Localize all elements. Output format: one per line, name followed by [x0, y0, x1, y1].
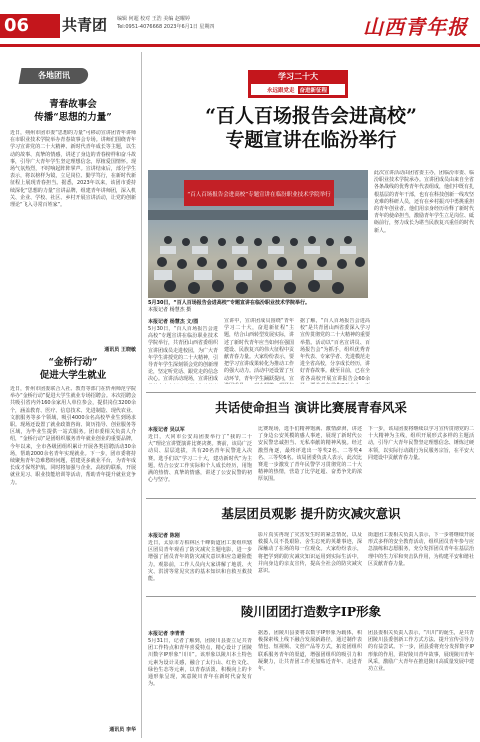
banner-line1: 学习二十大: [278, 72, 318, 81]
sidebar-divider: [141, 52, 142, 738]
lead-author: 本报记者 杨慧杰 文/图: [148, 319, 199, 325]
article2-author: 本报记者 吴以军: [148, 427, 185, 433]
article2-col3: 下一步，该局团委将继续以学习宣传贯彻党的二十大精神为主线，组织开展形式多样的主题活动，引导广大青年民警坚定理想信念、锤炼过硬本领，以实际行动践行为民服务宗旨，在平安大同建设中贡献青春力量。: [368, 426, 474, 461]
article2-title: 共话使命担当 演讲比赛展青春风采: [215, 400, 407, 415]
headline-line2: 专题宣讲在临汾举行: [225, 129, 397, 151]
banner-line3: 奋进新征程: [299, 87, 328, 94]
page-number: 06: [0, 14, 60, 38]
sidebar-article2-title-line1: “金桥行动”: [48, 357, 98, 368]
sidebar-tag-label: 各地团讯: [38, 71, 70, 80]
article2-col1: 近日，大同市公安局团委举行了“我的二十大”理论宣讲暨演讲比赛决赛。赛前，该局广泛动员、层层选拔，共有20名青年民警进入决赛。选手们以“学习二十大，建功新时代”为主题，结合公安工作实际和个人成长经历，用饱满的热情、真挚的情感，讲述了公安民警的初心与坚守。: [148, 434, 252, 484]
sidebar-article1-author: 通讯员 王晓敏: [104, 347, 136, 353]
banner-line2: 永远跟党走: [266, 87, 295, 94]
lead-col2: 宣讲中，宣讲团成员围绕“青年学习二十大，奋进新征程”主题，结合山西转型发展实际，讲述了新时代青年应当如何在强国建设、民族复兴的伟大征程中贡献青春力量。大家纷纷表示，要把学习宣讲成果转化为推动工作的强大动力。活动中还设置了互动环节，青年学生踊跃提问，宣: [224, 318, 294, 382]
article3-col1: 近日，太原市万柏林区千峰街道团工委组织辖区团员青年观看了防灾减灾主题电影，进一步增强了团员青年的防灾减灾意识和应急避险能力。观影前，工作人员向大家讲解了地震、火灾、洪涝等常见灾害的基本知识和自救互救技能。: [148, 540, 252, 583]
header-editors: 编辑 何超 校对 王浩 美编 赵曜婷: [117, 16, 190, 22]
sidebar-article2-title-line2: 促进大学生就业: [39, 370, 107, 381]
banner-lower: [251, 84, 345, 95]
photo-scene: [148, 170, 368, 298]
event-photo: [148, 170, 368, 298]
article4-col2: 据悉，团陵川县委将以数字IP形象为载体，积极探索线上线下融合发展新路径，通过制作表情包、短视频、文创产品等方式，拓宽团组织联系服务青年的渠道，增强团组织的吸引力和凝聚力，让共青团工作更加贴近青年、走进青年。: [258, 630, 362, 673]
photo-slogan: “百人百场报告会进高校”专题宣讲在临汾职业技术学院举行: [187, 192, 331, 198]
sidebar-article1-title-line2: 传播“思想的力量”: [34, 112, 112, 123]
headline-line1: “百人百场报告会进高校”: [205, 105, 417, 127]
sidebar-article2-title: [10, 356, 136, 382]
photo-caption-text: 5月30日，“百人百场报告会进高校”专题宣讲在临汾职业技术学院举行。: [148, 300, 311, 306]
newspaper-logo: 山西青年报: [363, 15, 468, 39]
sidebar: [10, 50, 136, 740]
sidebar-article2-body: 近日，忻州市团委联合人社、教育等部门在忻州师范学院举办“金桥行动”促进大学生就业专场招聘会。本次招聘会共吸引省内外160余家用人单位参会，提供岗位3200余个，涵盖教育、医疗、信息技术、先进制造、现代农业、文旅服务等多个领域，吸引4000余名高校毕业生到场求职。现场还设置了就业政策咨询、简历指导、创业服务等区域，为毕业生提供一站式服务。团市委相关负责人介绍，“金桥行动”是团组织服务青年就业创业的重要品牌，今年以来，全市各级团组织累计开展各类招聘活动30余场，帮助2000余名青年实现就业。下一步，团市委将持续聚焦青年急难愁盼问题，搭建更多就业平台，为青年成长成才保驾护航。同时将加强与企业、高校的联系，开展就业见习、职业技能培训等活动，帮助青年提升就业竞争力。: [10, 386, 136, 486]
divider-2: [146, 498, 476, 499]
page-header: [0, 0, 480, 47]
divider-3: [146, 596, 476, 597]
sidebar-tag: [19, 68, 90, 84]
photo-credit: 本报记者 杨慧杰 摄: [148, 307, 192, 313]
sidebar-article1-title-line1: 青春故事会: [49, 99, 97, 110]
section-title: 共青团: [62, 16, 108, 34]
article2-col2: 比赛现场，选手们精神饱满、激情澎湃，讲述了身边公安英模的感人事迹，展现了新时代公安民警忠诚担当、无私奉献的精神风貌。经过激烈角逐，最终评选出一等奖2名、二等奖4名、三等奖6名。该局团委负责人表示，此次比赛进一步激发了青年民警学习贯彻党的二十大精神的热情，营造了比学赶超、奋勇争先的浓厚氛围。: [258, 426, 362, 483]
article4-col3: 团县委相关负责人表示，“川川”的诞生，是共青团陵川县委创新工作方式方法、提升宣传引导力的有益尝试。下一步，团县委将充分发挥数字IP形象的作用，讲好陵川青年故事，展现陵川青年风采，激励广大青年在推进陵川高质量发展中建功立业。: [368, 630, 474, 673]
divider-1: [146, 392, 476, 393]
article3-author: 本报记者 陈刚: [148, 533, 180, 539]
article4-col1: 5月31日，记者了解到，团陵川县委立足共青团工作特点和青年喜爱特点，精心设计了团陵川数字IP形象“川川”。该形象以陵川本土特色元素为设计灵感，融合了太行山、红色文化、绿色生态等元素，以青春活泼、积极向上的卡通形象呈现，寓意陵川青年在新时代奋发有为。: [148, 638, 252, 688]
header-phone: Tel:0951-4076668 2023年6月1日 星期四: [117, 24, 215, 30]
article4-title: 陵川团团打造数字IP形象: [240, 604, 382, 619]
main-headline: [146, 104, 476, 152]
sidebar-article1-body: 近日，朔州市团市委“思想的力量”可移动宣讲团青年讲师在市职业技术学院举办青春故事会专场。讲师们围绕青年学习宣讲党的二十大精神、新时代青年成长等主题，以生动的故事、真挚的情感，讲述了身边的青春榜样和奋斗故事，引导广大青年学生坚定理想信念，厚植爱国情怀。现场气氛热烈，不时响起阵阵掌声。宣讲结束后，部分学生表示，将以榜样为镜，立足岗位、勤学笃行，在新时代新征程上展现青春担当。据悉，2023年以来，该团市委持续深化“思想的力量”宣讲品牌，组建青年讲师团，深入机关、企业、学校、社区、乡村开展宣讲活动，让党的创新理论“飞入寻常百姓家”。: [10, 130, 136, 209]
article3-col3: 街道团工委相关负责人表示，下一步将继续开展形式多样的安全教育活动，组织团员青年参与应急演练和志愿服务，充分发挥团员青年在基层治理中的生力军和突击队作用，为构建平安和谐社区贡献青春力量。: [368, 532, 474, 567]
theme-banner: [248, 70, 348, 98]
header-meta: [117, 15, 214, 31]
lead-col4: 此次宣讲活动由团省委主办，团临汾市委、临汾职业技术学院承办。宣讲团成员由来自全省各条战线的优秀青年代表组成，他们中既有扎根基层的青年干部，也有在科技创新一线攻坚克难的科研人员，还有在乡村振兴中勇挑重担的青年创业者。他们用亲身经历诠释了新时代青年的使命担当，激励青年学生立足岗位、砥砺前行，努力成长为堪当民族复兴重任的时代新人。: [374, 170, 474, 234]
lead-col3: 据了解，“百人百场报告会进高校”是共青团山西省委深入学习宣传贯彻党的二十大精神的重要举措。活动以“百名宣讲员、百场报告会”为抓手，组织优秀青年代表、专家学者、先进模范走进全省高校，分享成长经历，讲好青春故事。截至目前，已在全省各高校开展宣讲报告会60余: [300, 318, 370, 382]
lead-col1: 5月30日，“百人百场报告会进高校”专题宣讲在临汾职业技术学院举行，共青团山西省委组织宣讲团成员走进校园，为广大青年学生讲授党的二十大精神，引导青年学生深刻领会党的创新理论，坚定听党话、跟党走的信念决心。宣讲活动现场，宣讲团成: [148, 326, 218, 383]
article3-title: 基层团员观影 提升防灾减灾意识: [221, 506, 401, 521]
article3-col2: 影片真实再现了灾害发生时的紧急情况，以及救援人员不畏艰险、舍生忘死的英雄事迹，深深触动了在场的每一位观众。大家纷纷表示，将把学到的防灾减灾知识运用到实际生活中，并向身边的亲友宣传，提高全社会的防灾减灾意识。: [258, 532, 362, 575]
article4-author: 本报记者 李青青: [148, 631, 185, 637]
photo-caption: [148, 300, 370, 314]
sidebar-article1-title: [10, 98, 136, 124]
sidebar-article2-author: 通讯员 李华: [109, 727, 136, 733]
